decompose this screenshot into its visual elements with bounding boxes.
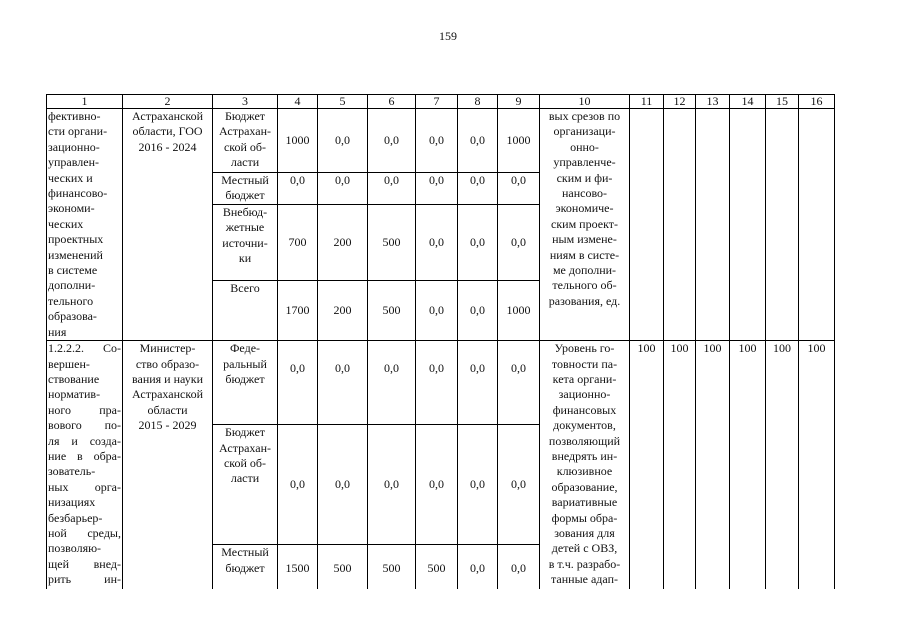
column-number: 11 <box>630 95 664 109</box>
text-line: вового по- <box>48 418 121 433</box>
funding-source-cell <box>213 425 278 545</box>
target-value-cell: 100 <box>664 341 696 589</box>
text-line: ля и созда- <box>48 433 121 448</box>
text-line: 2016 - 2024 <box>138 139 197 154</box>
text-line: финансовых <box>552 402 617 417</box>
text-line: вариативные <box>551 495 618 510</box>
column-number: 9 <box>498 95 540 109</box>
funding-source-cell <box>213 545 278 589</box>
text-line: разования, ед. <box>548 293 621 308</box>
plan-table <box>46 94 835 589</box>
column-number: 16 <box>799 95 835 109</box>
text-line: зователь- <box>48 464 96 479</box>
text-line: управлен- <box>48 155 99 170</box>
value-cell: 0,0 <box>416 173 458 205</box>
value-cell: 0,0 <box>318 173 368 205</box>
value-cell: 500 <box>368 280 416 340</box>
value-cell: 500 <box>368 545 416 589</box>
text-line: ние в обра- <box>48 448 121 463</box>
text-line: ласти <box>230 155 260 170</box>
text-line: позволяю- <box>48 541 102 556</box>
text-line: товности па- <box>551 356 618 371</box>
text-line: финансово- <box>48 186 108 201</box>
value-cell: 0,0 <box>458 341 498 425</box>
value-cell: 0,0 <box>498 204 540 280</box>
text-line: ствование <box>48 371 100 386</box>
column-number: 8 <box>458 95 498 109</box>
value-cell: 0,0 <box>458 280 498 340</box>
column-number: 12 <box>664 95 696 109</box>
text-line: сти органи- <box>48 124 108 139</box>
text-line: низациях <box>48 495 96 510</box>
target-value-cell: 100 <box>766 341 799 589</box>
text-line: области <box>147 402 188 417</box>
text-line: ским проект- <box>551 216 618 231</box>
text-line: бюджет <box>225 560 265 575</box>
text-line: кета органи- <box>552 371 617 386</box>
text-line: клюзивное <box>556 464 613 479</box>
text-line: ных орга- <box>48 479 121 494</box>
target-value-cell: 100 <box>730 341 766 589</box>
text-line: экономиче- <box>555 201 614 216</box>
row1-source-0 <box>47 109 835 173</box>
text-line: внедрять ин- <box>551 448 618 463</box>
text-line: Министер- <box>139 341 196 356</box>
text-line: ной среды, <box>48 525 121 540</box>
text-line: организаци- <box>553 124 616 139</box>
column-number: 7 <box>416 95 458 109</box>
text-line: изменений <box>48 247 103 262</box>
value-cell: 0,0 <box>458 545 498 589</box>
text-line: ральный <box>223 356 267 371</box>
text-line: источни- <box>222 235 268 250</box>
text-line: Местный <box>221 173 269 188</box>
value-cell: 0,0 <box>416 425 458 545</box>
text-line: ниям в систе- <box>549 247 620 262</box>
text-line: формы обра- <box>551 510 618 525</box>
funding-source-cell <box>213 341 278 425</box>
value-cell: 0,0 <box>416 341 458 425</box>
text-line: щей внед- <box>48 556 121 571</box>
value-cell: 0,0 <box>278 425 318 545</box>
text-line: образование, <box>551 479 618 494</box>
value-cell: 1500 <box>278 545 318 589</box>
text-line: зационно- <box>48 139 100 154</box>
text-line: ство образо- <box>135 356 200 371</box>
text-line: образова- <box>48 309 97 324</box>
column-number-row <box>47 95 835 109</box>
text-line: ской об- <box>223 455 267 470</box>
target-value-cell: 100 <box>630 341 664 589</box>
text-line: ласти <box>230 471 260 486</box>
value-cell: 500 <box>368 204 416 280</box>
value-cell: 0,0 <box>368 425 416 545</box>
column-number: 3 <box>213 95 278 109</box>
text-line: ного пра- <box>48 402 121 417</box>
text-line: тельного <box>48 293 94 308</box>
row2-executor-cell <box>123 341 213 589</box>
column-number: 1 <box>47 95 123 109</box>
plan-table-wrapper <box>46 94 835 589</box>
text-line: бюджет <box>225 188 265 203</box>
text-line: зования для <box>554 525 615 540</box>
row1-activity-cell <box>47 109 123 341</box>
text-line: проектных <box>48 232 104 247</box>
text-line: ным измене- <box>552 232 617 247</box>
target-cell <box>664 109 696 341</box>
text-line: в системе <box>48 263 98 278</box>
value-cell: 0,0 <box>318 425 368 545</box>
funding-source-cell <box>213 280 278 340</box>
text-line: экономи- <box>48 201 95 216</box>
value-cell: 0,0 <box>368 341 416 425</box>
value-cell: 0,0 <box>318 109 368 173</box>
target-value-cell: 100 <box>696 341 730 589</box>
text-line: позволяющий <box>548 433 621 448</box>
value-cell: 0,0 <box>458 204 498 280</box>
text-line: документов, <box>553 418 616 433</box>
text-line: жетные <box>225 220 265 235</box>
text-line: зационно- <box>558 387 611 402</box>
text-line: Астраханской <box>132 109 203 123</box>
value-cell: 1700 <box>278 280 318 340</box>
text-line: Бюджет <box>224 425 266 440</box>
text-line: Астрахан- <box>219 440 271 455</box>
funding-source-cell <box>213 109 278 173</box>
value-cell: 200 <box>318 280 368 340</box>
text-line: фективно- <box>48 109 101 123</box>
row2-activity-cell <box>47 341 123 589</box>
text-line: ки <box>238 251 252 266</box>
value-cell: 0,0 <box>416 204 458 280</box>
column-number: 14 <box>730 95 766 109</box>
target-cell <box>630 109 664 341</box>
column-number: 10 <box>540 95 630 109</box>
text-line: 2015 - 2029 <box>138 418 197 433</box>
value-cell: 0,0 <box>498 425 540 545</box>
value-cell: 0,0 <box>498 341 540 425</box>
target-cell <box>696 109 730 341</box>
funding-source-cell <box>213 173 278 205</box>
text-line: ческих <box>48 216 84 231</box>
value-cell: 0,0 <box>458 173 498 205</box>
text-line: бюджет <box>225 371 265 386</box>
value-cell: 0,0 <box>416 280 458 340</box>
value-cell: 0,0 <box>368 173 416 205</box>
column-number: 2 <box>123 95 213 109</box>
text-line: Бюджет <box>224 109 266 123</box>
target-cell <box>730 109 766 341</box>
value-cell: 0,0 <box>318 341 368 425</box>
target-cell <box>799 109 835 341</box>
target-value-cell: 100 <box>799 341 835 589</box>
row2-indicator-cell <box>540 341 630 589</box>
column-number: 6 <box>368 95 416 109</box>
text-line: Астраханской <box>132 387 203 402</box>
text-line: ме дополни- <box>552 263 617 278</box>
text-line: области, ГОО <box>132 124 203 139</box>
value-cell: 0,0 <box>368 109 416 173</box>
text-line: Астрахан- <box>219 124 271 139</box>
value-cell: 200 <box>318 204 368 280</box>
target-cell <box>766 109 799 341</box>
text-line: 1.2.2.2. Со- <box>48 341 121 356</box>
column-number: 15 <box>766 95 799 109</box>
text-line: безбарьер- <box>48 510 103 525</box>
column-number: 5 <box>318 95 368 109</box>
value-cell: 700 <box>278 204 318 280</box>
text-line: детей с ОВЗ, <box>551 541 618 556</box>
value-cell: 0,0 <box>458 109 498 173</box>
column-number: 13 <box>696 95 730 109</box>
text-line: вых срезов по <box>548 109 621 123</box>
text-line: онно- <box>570 139 599 154</box>
value-cell: 0,0 <box>416 109 458 173</box>
page-number: 159 <box>439 29 457 43</box>
value-cell: 500 <box>318 545 368 589</box>
text-line: вершен- <box>48 356 90 371</box>
column-number: 4 <box>278 95 318 109</box>
value-cell: 1000 <box>278 109 318 173</box>
text-line: вания и науки <box>131 371 203 386</box>
value-cell: 500 <box>416 545 458 589</box>
text-line: нансово- <box>561 186 608 201</box>
text-line: тельного об- <box>552 278 617 293</box>
text-line: танные адап- <box>551 572 618 587</box>
text-line: Внебюд- <box>222 204 268 219</box>
value-cell: 0,0 <box>278 341 318 425</box>
text-line: в т.ч. разрабо- <box>548 556 621 571</box>
row1-indicator-cell <box>540 109 630 341</box>
text-line: Всего <box>230 280 260 295</box>
text-line: рить ин- <box>48 572 121 587</box>
text-line: ским и фи- <box>556 170 613 185</box>
text-line: Уровень го- <box>554 341 615 356</box>
value-cell: 0,0 <box>498 173 540 205</box>
text-line: ния <box>48 324 67 339</box>
value-cell: 0,0 <box>458 425 498 545</box>
value-cell: 1000 <box>498 280 540 340</box>
value-cell: 0,0 <box>278 173 318 205</box>
row2-source-0 <box>47 341 835 425</box>
value-cell: 1000 <box>498 109 540 173</box>
text-line: ческих и <box>48 170 93 185</box>
text-line: Феде- <box>229 341 261 356</box>
funding-source-cell <box>213 204 278 280</box>
text-line: норматив- <box>48 387 101 402</box>
text-line: ской об- <box>223 139 267 154</box>
value-cell: 0,0 <box>498 545 540 589</box>
text-line: Местный <box>221 545 269 560</box>
text-line: дополни- <box>48 278 96 293</box>
text-line: управленче- <box>553 155 616 170</box>
row1-executor-cell <box>123 109 213 341</box>
